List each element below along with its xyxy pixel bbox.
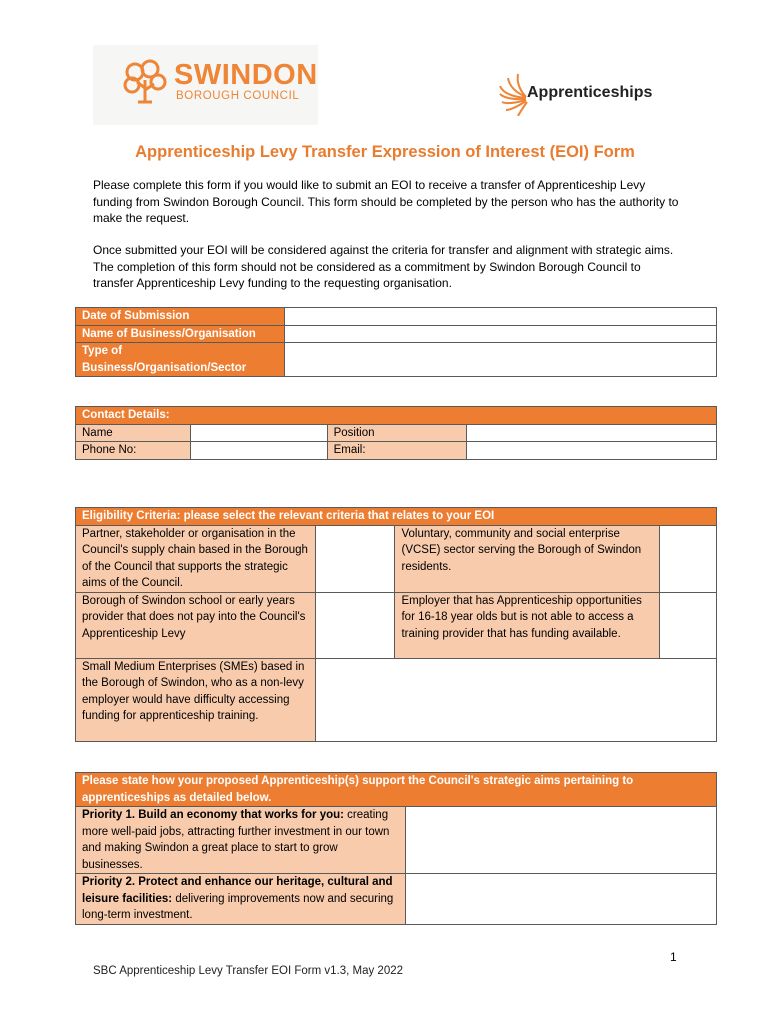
priority-1-title: Priority 1. Build an economy that works for you: [82, 809, 344, 821]
business-name-label: Name of Business/Organisation [76, 325, 285, 343]
contact-table [75, 406, 717, 460]
date-of-submission-label: Date of Submission [76, 308, 285, 326]
email-label: Email: [327, 442, 467, 460]
priority-1-label [76, 807, 406, 874]
date-of-submission-field[interactable] [284, 308, 716, 326]
criterion-sme-checkbox[interactable] [315, 658, 716, 741]
eligibility-header: Eligibility Criteria: please select the relevant criteria that relates to your EOI [76, 508, 717, 526]
intro-paragraph-1: Please complete this form if you would like to submit an EOI to receive a transfer of Apprenticeship Levy funding from Swindon Borough Council. This form should be completed by the person who has the authority to make the request. [93, 178, 679, 225]
swindon-council-logo [120, 58, 320, 108]
council-name: SWINDON [174, 59, 318, 91]
footer-text: SBC Apprenticeship Levy Transfer EOI Form v1.3, May 2022 [93, 965, 404, 977]
priority-2-response-field[interactable] [405, 874, 716, 925]
business-name-field[interactable] [284, 325, 716, 343]
intro-paragraph-2: Once submitted your EOI will be considered against the criteria for transfer and alignment with strategic aims. The completion of this form should not be considered as a commitment by Swindon Borough Council to transfer Apprenticeship Levy funding to the requesting organisation. [93, 243, 674, 290]
priority-2-label [76, 874, 406, 925]
eligibility-table [75, 507, 717, 742]
criterion-16-18: Employer that has Apprenticeship opportunities for 16-18 year olds but is not able to access a training provider that has funding available. [395, 592, 660, 658]
criterion-school: Borough of Swindon school or early years provider that does not pay into the Council's Apprenticeship Levy [76, 592, 316, 658]
business-type-field[interactable] [284, 343, 716, 377]
contact-header: Contact Details: [76, 407, 717, 425]
apprenticeships-wordmark: Apprenticeships [527, 84, 653, 101]
fan-logo-icon [496, 72, 530, 116]
name-field[interactable] [190, 424, 327, 442]
priority-1-text: creating more well-paid jobs, attracting further investment in our town and making Swindon a great place to start to grow businesses. [82, 809, 390, 871]
criterion-supply-chain: Partner, stakeholder or organisation in the Council's supply chain based in the Borough of the Council that supports the strategic aims of the Council. [76, 525, 316, 592]
form-title: Apprenticeship Levy Transfer Expression of Interest (EOI) Form [135, 143, 635, 161]
phone-field[interactable] [190, 442, 327, 460]
priority-2-text: delivering improvements now and securing long-term investment. [82, 892, 394, 921]
email-field[interactable] [467, 442, 717, 460]
criterion-supply-chain-checkbox[interactable] [315, 525, 395, 592]
business-type-label: Type of Business/Organisation/Sector [76, 343, 285, 377]
organisation-table [75, 307, 717, 377]
name-label: Name [76, 424, 191, 442]
criterion-school-checkbox[interactable] [315, 592, 395, 658]
apprenticeships-logo [496, 72, 676, 116]
criterion-16-18-checkbox[interactable] [660, 592, 717, 658]
strategic-aims-table [75, 772, 717, 925]
criterion-vcse-checkbox[interactable] [660, 525, 717, 592]
tree-logo-icon [120, 58, 170, 106]
phone-label: Phone No: [76, 442, 191, 460]
priority-1-response-field[interactable] [405, 807, 716, 874]
position-field[interactable] [467, 424, 717, 442]
strategic-aims-header: Please state how your proposed Apprenticeship(s) support the Council's strategic aims pertaining to apprenticeships as detailed below. [76, 773, 717, 807]
priority-2-title: Priority 2. Protect and enhance our heritage, cultural and leisure facilities: [82, 876, 393, 905]
position-label: Position [327, 424, 467, 442]
criterion-sme: Small Medium Enterprises (SMEs) based in the Borough of Swindon, who as a non-levy employer would have difficulty accessing funding for apprenticeship training. [76, 658, 316, 741]
council-subtitle: BOROUGH COUNCIL [176, 90, 300, 102]
page-number: 1 [670, 950, 677, 964]
criterion-vcse: Voluntary, community and social enterprise (VCSE) sector serving the Borough of Swindon residents. [395, 525, 660, 592]
